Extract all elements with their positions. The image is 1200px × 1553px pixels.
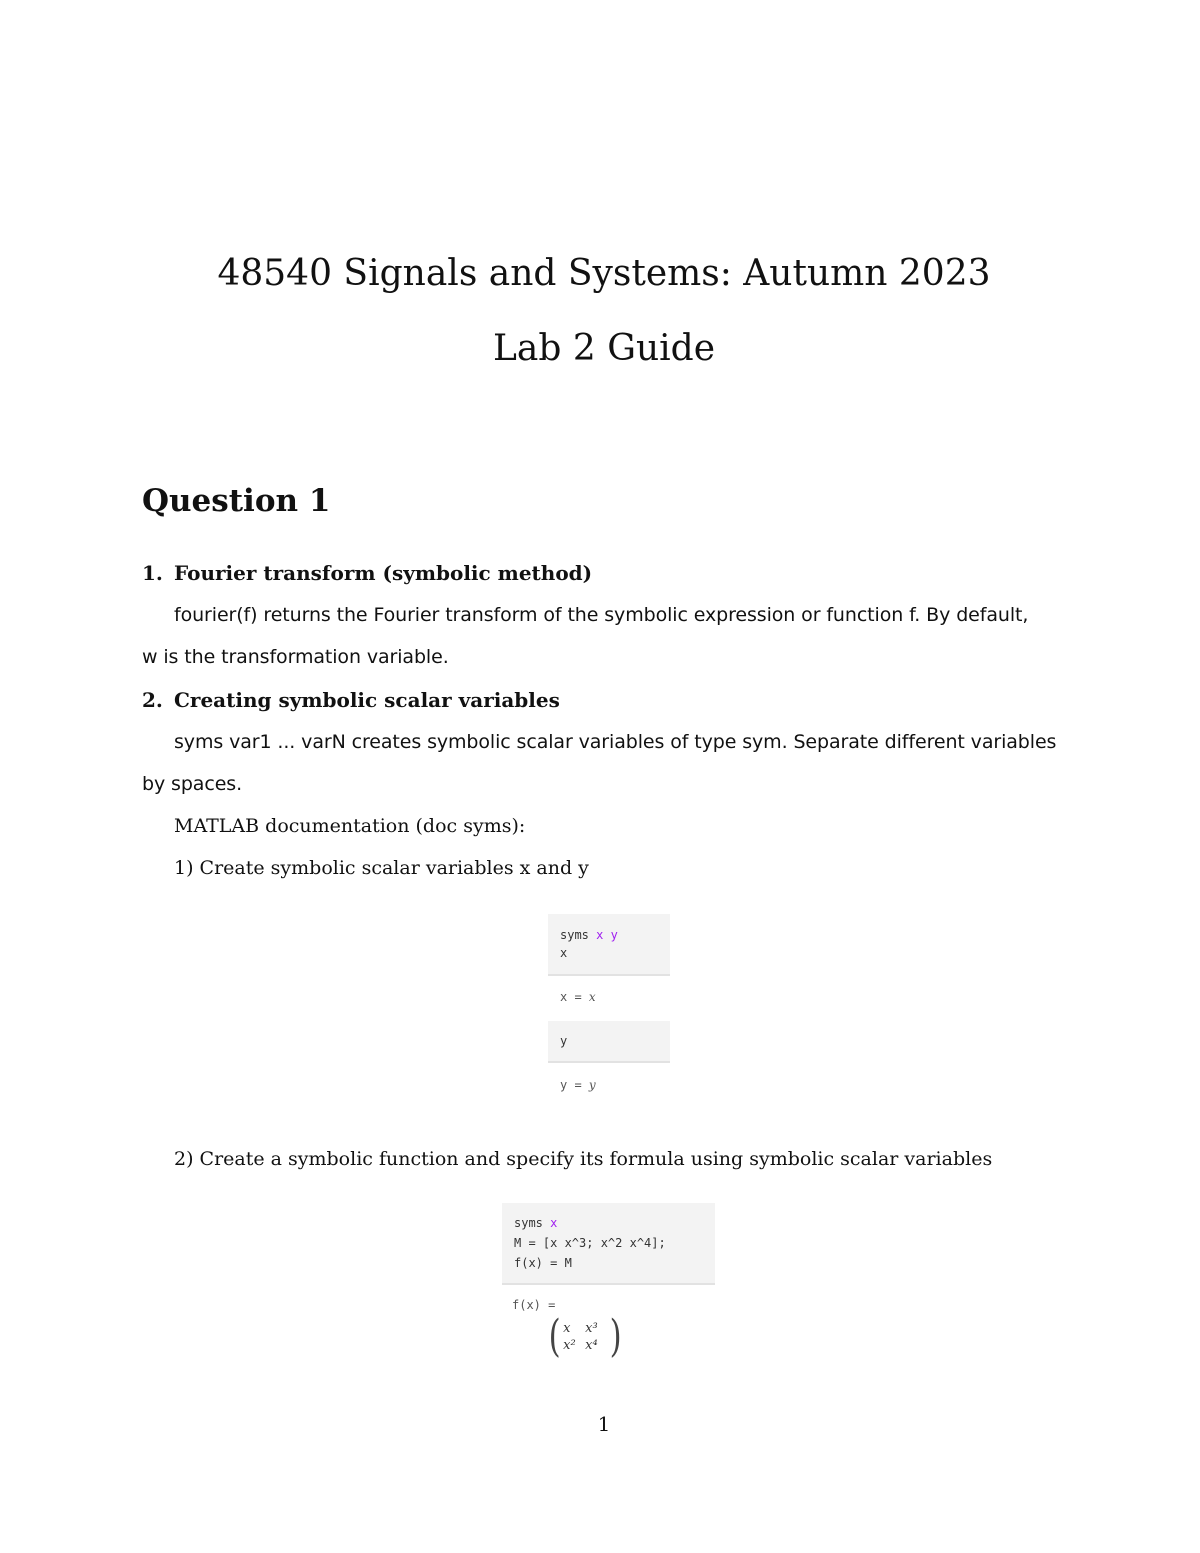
code-line: x bbox=[560, 946, 568, 960]
syms-description-line1: syms var1 ... varN creates symbolic scalar variables of type sym. Separate different variables bbox=[174, 731, 1057, 753]
right-paren-icon: ) bbox=[609, 1311, 622, 1362]
output-line-x bbox=[560, 990, 596, 1004]
fourier-description-line2: w is the transformation variable. bbox=[142, 646, 449, 668]
output-rhs: y bbox=[588, 1078, 596, 1092]
output-lhs: x = bbox=[560, 990, 582, 1004]
document-subtitle: Lab 2 Guide bbox=[492, 328, 715, 369]
item-number: 1. bbox=[142, 561, 163, 585]
matrix-cell: x³ bbox=[585, 1321, 598, 1336]
output-lhs: y = bbox=[560, 1078, 582, 1092]
step-2-text: 2) Create a symbolic function and specify its formula using symbolic scalar variables bbox=[174, 1148, 993, 1170]
code-line bbox=[560, 928, 618, 942]
matrix-grid bbox=[563, 1321, 607, 1353]
code-line: f(x) = M bbox=[514, 1256, 572, 1270]
code-cell-1 bbox=[548, 914, 670, 976]
syms-vars: x y bbox=[596, 928, 618, 942]
doc-reference: MATLAB documentation (doc syms): bbox=[174, 815, 526, 837]
code-cell-2 bbox=[548, 1021, 670, 1063]
code-line bbox=[514, 1216, 557, 1230]
fourier-description-line1: fourier(f) returns the Fourier transform of the symbolic expression or function f. By default, bbox=[174, 604, 1029, 626]
output-line-y bbox=[560, 1078, 596, 1092]
item-heading-text: Fourier transform (symbolic method) bbox=[174, 561, 593, 585]
page-number: 1 bbox=[597, 1412, 611, 1436]
matrix-cell: x² bbox=[563, 1338, 576, 1353]
left-paren-icon: ( bbox=[548, 1311, 561, 1362]
item-heading-text: Creating symbolic scalar variables bbox=[174, 688, 560, 712]
code-line: y bbox=[560, 1034, 568, 1048]
output-rhs: x bbox=[588, 990, 596, 1004]
code-cell-3 bbox=[502, 1203, 715, 1285]
code-line: M = [x x^3; x^2 x^4]; bbox=[514, 1236, 666, 1250]
syms-keyword: syms bbox=[560, 928, 589, 942]
syms-keyword: syms bbox=[514, 1216, 543, 1230]
output-line-f: f(x) = bbox=[512, 1298, 556, 1312]
item-heading-fourier bbox=[142, 561, 592, 585]
section-heading: Question 1 bbox=[142, 483, 331, 519]
document-title: 48540 Signals and Systems: Autumn 2023 bbox=[217, 253, 991, 294]
step-1-text: 1) Create symbolic scalar variables x and y bbox=[174, 857, 589, 879]
syms-vars: x bbox=[550, 1216, 558, 1230]
output-matrix bbox=[546, 1311, 624, 1362]
matrix-cell: x⁴ bbox=[585, 1338, 598, 1353]
item-heading-syms bbox=[142, 688, 560, 712]
item-number: 2. bbox=[142, 688, 163, 712]
matrix-cell: x bbox=[563, 1321, 571, 1336]
syms-description-line2: by spaces. bbox=[142, 773, 243, 795]
